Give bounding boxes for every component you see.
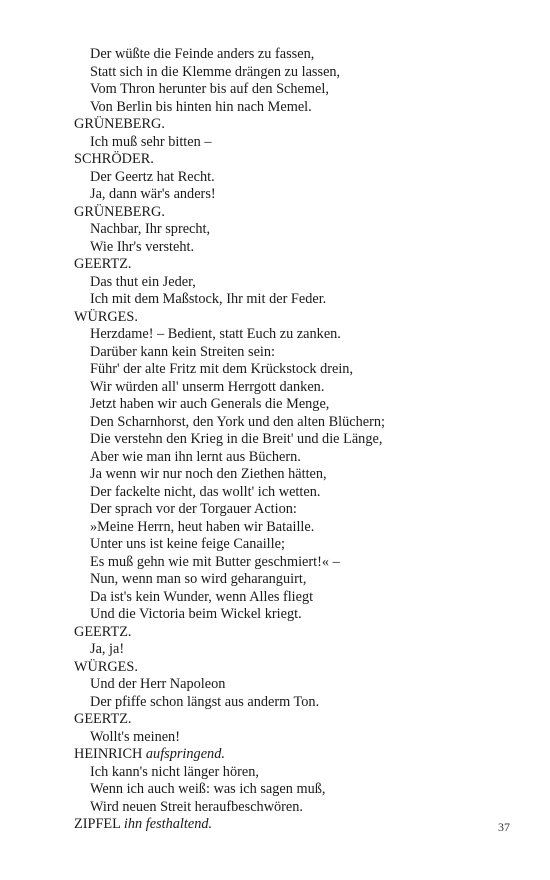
verse-text: Unter uns ist keine feige Canaille;	[90, 536, 285, 552]
speaker-label: HEINRICH	[74, 746, 143, 762]
verse-text: Ja, ja!	[90, 641, 125, 657]
verse-text: Wollt's meinen!	[90, 728, 180, 745]
stage-direction: ihn festhaltend.	[123, 816, 213, 832]
speaker-label: SCHRÖDER.	[74, 151, 154, 167]
verse-line	[74, 501, 514, 519]
verse-text: Aber wie man ihn lernt aus Büchern.	[90, 448, 301, 465]
verse-text: Jetzt haben wir auch Generals die Menge,	[90, 396, 330, 412]
verse-text: Darüber kann kein Streiten sein:	[90, 343, 276, 360]
speaker-name	[74, 746, 514, 764]
verse-line	[74, 484, 514, 502]
verse-text: Ja wenn wir nur noch den Ziethen hätten,	[90, 466, 327, 482]
verse-text: Es muß gehn wie mit Butter geschmiert!« –	[90, 553, 340, 570]
verse-line	[74, 571, 514, 589]
speaker-label: WÜRGES.	[74, 308, 138, 325]
verse-line	[74, 221, 514, 239]
verse-line	[74, 781, 514, 799]
verse-text: Den Scharnhorst, den York und den alten Blüchern;	[90, 413, 386, 430]
verse-text: Der pfiffe schon längst aus anderm Ton.	[90, 693, 320, 710]
verse-line	[74, 134, 514, 152]
verse-text: Wir würden all' unserm Herrgott danken.	[90, 378, 325, 395]
verse-text: Ja, dann wär's anders!	[90, 186, 216, 202]
verse-text: Statt sich in die Klemme drängen zu lassen,	[90, 63, 341, 80]
speaker-name	[74, 256, 514, 274]
speaker-label: GEERTZ.	[74, 623, 132, 640]
verse-text: Der Geertz hat Recht.	[90, 168, 215, 185]
verse-text: Von Berlin bis hinten hin nach Memel.	[90, 98, 312, 115]
verse-text: Ich mit dem Maßstock, Ihr mit der Feder.	[90, 291, 327, 307]
verse-text: Ich kann's nicht länger hören,	[90, 763, 259, 780]
speaker-name	[74, 711, 514, 729]
verse-text: Wird neuen Streit heraufbeschwören.	[90, 798, 304, 815]
speaker-label: GRÜNEBERG.	[74, 116, 165, 132]
verse-line	[74, 396, 514, 414]
verse-line	[74, 799, 514, 817]
verse-line	[74, 449, 514, 467]
verse-line	[74, 344, 514, 362]
stage-direction: aufspringend.	[145, 746, 225, 762]
verse-line	[74, 169, 514, 187]
verse-text: Führ' der alte Fritz mit dem Krückstock drein,	[90, 361, 354, 377]
speaker-name	[74, 659, 514, 677]
verse-line	[74, 81, 514, 99]
speaker-label: GRÜNEBERG.	[74, 203, 165, 220]
verse-line	[74, 676, 514, 694]
verse-line	[74, 46, 514, 64]
verse-line	[74, 466, 514, 484]
verse-text: »Meine Herrn, heut haben wir Bataille.	[90, 518, 315, 535]
verse-line	[74, 64, 514, 82]
verse-line	[74, 326, 514, 344]
verse-line	[74, 764, 514, 782]
speaker-label: WÜRGES.	[74, 658, 138, 675]
verse-text: Nun, wenn man so wird geharanguirt,	[90, 571, 307, 587]
verse-line	[74, 554, 514, 572]
verse-text: Ich muß sehr bitten –	[90, 133, 212, 150]
verse-line	[74, 361, 514, 379]
speaker-name	[74, 309, 514, 327]
verse-text: Vom Thron herunter bis auf den Schemel,	[90, 81, 329, 97]
verse-line	[74, 239, 514, 257]
verse-text: Und die Victoria beim Wickel kriegt.	[90, 606, 302, 622]
verse-line	[74, 519, 514, 537]
verse-line	[74, 589, 514, 607]
verse-text: Der sprach vor der Torgauer Action:	[90, 501, 297, 517]
speaker-label: GEERTZ.	[74, 256, 132, 272]
verse-text: Da ist's kein Wunder, wenn Alles fliegt	[90, 588, 314, 605]
verse-line	[74, 606, 514, 624]
speaker-label: ZIPFEL	[74, 816, 121, 832]
verse-text: Herzdame! – Bedient, statt Euch zu zanken.	[90, 326, 341, 342]
speaker-name	[74, 816, 514, 834]
verse-line	[74, 186, 514, 204]
verse-text: Die verstehn den Krieg in die Breit' und die Länge,	[90, 431, 383, 447]
verse-text: Wenn ich auch weiß: was ich sagen muß,	[90, 781, 326, 797]
verse-line	[74, 729, 514, 747]
speaker-name	[74, 204, 514, 222]
verse-text: Wie Ihr's versteht.	[90, 238, 195, 255]
speaker-name	[74, 151, 514, 169]
verse-line	[74, 694, 514, 712]
verse-line	[74, 431, 514, 449]
verse-line	[74, 291, 514, 309]
verse-line	[74, 641, 514, 659]
verse-text: Das thut ein Jeder,	[90, 273, 196, 290]
speaker-label: GEERTZ.	[74, 711, 132, 727]
play-text	[74, 46, 514, 834]
verse-line	[74, 99, 514, 117]
verse-text: Nachbar, Ihr sprecht,	[90, 221, 211, 237]
verse-line	[74, 379, 514, 397]
speaker-name	[74, 624, 514, 642]
verse-line	[74, 536, 514, 554]
verse-text: Der fackelte nicht, das wollt' ich wetten.	[90, 483, 321, 500]
verse-text: Der wüßte die Feinde anders zu fassen,	[90, 46, 315, 62]
page-number: 37	[498, 820, 510, 834]
verse-line	[74, 414, 514, 432]
verse-text: Und der Herr Napoleon	[90, 676, 226, 692]
speaker-name	[74, 116, 514, 134]
verse-line	[74, 274, 514, 292]
